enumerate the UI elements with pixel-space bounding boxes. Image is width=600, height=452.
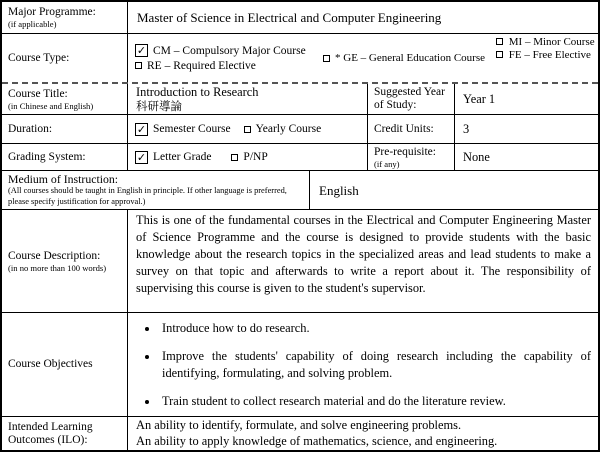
- course-title-label-cell: [2, 84, 128, 114]
- course-type-label-cell: [2, 34, 128, 82]
- credit-units-label-cell: [368, 115, 455, 143]
- objectives-label-cell: [2, 313, 128, 416]
- ilo-item: An ability to identify, formulate, and solve engineering problems.: [136, 418, 462, 432]
- option-letter-grade-label: Letter Grade: [153, 151, 212, 163]
- medium-label-cell: [2, 171, 310, 209]
- ilo-value-cell: [128, 417, 598, 450]
- major-programme-label: Major Programme:: [8, 6, 96, 18]
- checkbox-re[interactable]: [135, 62, 142, 69]
- objectives-value-cell: [128, 313, 598, 416]
- checkbox-pnp[interactable]: [231, 154, 238, 161]
- medium-note: (All courses should be taught in English in principle. If other language is preferred, please specify justification for approval.): [8, 186, 287, 206]
- prerequisite-note: (if any): [374, 158, 400, 169]
- medium-label: Medium of Instruction:: [8, 172, 119, 186]
- option-semester-label: Semester Course: [153, 123, 231, 135]
- row-course-objectives: [2, 313, 598, 417]
- credit-units-value: 3: [463, 121, 470, 136]
- row-course-title: [2, 84, 598, 115]
- row-course-description: [2, 210, 598, 313]
- duration-label: Duration:: [8, 122, 53, 135]
- suggested-year-value-cell: [455, 84, 598, 114]
- course-title-label: Course Title:: [8, 87, 68, 100]
- course-type-options-cell: [128, 34, 598, 82]
- checkbox-letter-grade[interactable]: [135, 151, 148, 164]
- course-type-group-middle: [323, 35, 496, 81]
- checkbox-ge[interactable]: [323, 55, 330, 62]
- ilo-label-cell: [2, 417, 128, 450]
- option-letter-grade: [135, 150, 211, 164]
- checkbox-mi[interactable]: [496, 38, 503, 45]
- credit-units-label: Credit Units:: [374, 122, 434, 135]
- prerequisite-label: Pre-requisite:: [374, 145, 436, 158]
- option-fe: [496, 49, 596, 62]
- medium-value: English: [319, 182, 359, 198]
- row-grading-system: [2, 144, 598, 171]
- objectives-label: Course Objectives: [8, 358, 93, 370]
- description-note: (in no more than 100 words): [8, 262, 107, 273]
- course-type-group-left: [135, 35, 323, 81]
- check-icon: ✓: [136, 150, 147, 164]
- ilo-item: An ability to apply knowledge of mathematics, science, and engineering.: [136, 433, 498, 448]
- description-value-cell: [128, 210, 598, 312]
- option-yearly: [244, 122, 322, 136]
- description-label-cell: [2, 210, 128, 312]
- option-mi-label: MI – Minor Course: [508, 36, 595, 48]
- objective-item: • Train student to collect research material and do the literature review.: [159, 393, 591, 410]
- option-cm-label: CM – Compulsory Major Course: [153, 44, 306, 57]
- option-cm: [135, 44, 323, 58]
- course-title-value-cell: [128, 84, 368, 114]
- option-yearly-label: Yearly Course: [255, 123, 322, 135]
- prerequisite-value-cell: [455, 144, 598, 170]
- prerequisite-label-cell: [368, 144, 455, 170]
- course-title-english: Introduction to Research: [136, 84, 259, 99]
- check-icon: ✓: [136, 122, 147, 136]
- course-type-label: Course Type:: [8, 51, 70, 64]
- suggested-year-value: Year 1: [463, 91, 496, 106]
- option-semester: [135, 122, 231, 136]
- ilo-label: Intended Learning Outcomes (ILO):: [8, 420, 93, 446]
- option-fe-label: FE – Free Elective: [508, 48, 591, 61]
- option-mi: [496, 36, 596, 49]
- option-pnp: [231, 150, 267, 164]
- suggested-year-label-cell: [368, 84, 455, 114]
- objectives-list: [134, 320, 591, 410]
- row-major-programme: [2, 2, 598, 34]
- option-re: [135, 59, 323, 73]
- option-re-label: RE – Required Elective: [147, 59, 256, 72]
- checkbox-yearly[interactable]: [244, 126, 251, 133]
- checkbox-cm[interactable]: [135, 44, 148, 57]
- check-icon: ✓: [136, 44, 147, 57]
- course-title-note: (in Chinese and English): [8, 100, 94, 111]
- major-programme-label-cell: [2, 2, 128, 33]
- row-course-type: [2, 34, 598, 84]
- row-intended-learning-outcomes: [2, 417, 598, 450]
- description-text: This is one of the fundamental courses in the Electrical and Computer Engineering Master of Science Programme and the course is designed to provide students with the basic knowledge about the research topics in the specialized areas and lead students to make a survey on that topic and afterwards to write a report about it. The responsibility of supervising this course is given to the student's supervisor.: [136, 213, 591, 295]
- option-ge: [323, 51, 485, 65]
- duration-label-cell: [2, 115, 128, 143]
- grading-label: Grading System:: [8, 150, 86, 163]
- objective-item: • Introduce how to do research.: [159, 320, 591, 337]
- option-pnp-label: P/NP: [243, 151, 268, 163]
- course-type-group-right: [496, 35, 596, 81]
- grading-label-cell: [2, 144, 128, 170]
- grading-options-cell: [128, 144, 368, 170]
- row-duration: [2, 115, 598, 144]
- row-medium-of-instruction: [2, 171, 598, 210]
- option-ge-label: * GE – General Education Course: [335, 52, 485, 64]
- checkbox-fe[interactable]: [496, 51, 503, 58]
- course-title-chinese: 科研導論: [136, 100, 182, 113]
- credit-units-value-cell: [455, 115, 598, 143]
- suggested-year-label: Suggested Year of Study:: [374, 86, 445, 111]
- prerequisite-value: None: [463, 149, 490, 164]
- major-programme-note: (if applicable): [8, 19, 57, 29]
- duration-options-cell: [128, 115, 368, 143]
- major-programme-value: Master of Science in Electrical and Computer Engineering: [137, 10, 442, 25]
- checkbox-semester[interactable]: [135, 123, 148, 136]
- objective-item: • Improve the students' capability of doing research including the capability of identifying, formulating, and solving problem.: [159, 348, 591, 381]
- medium-value-cell: [310, 171, 598, 209]
- major-programme-value-cell: [128, 2, 598, 33]
- description-label: Course Description:: [8, 249, 101, 262]
